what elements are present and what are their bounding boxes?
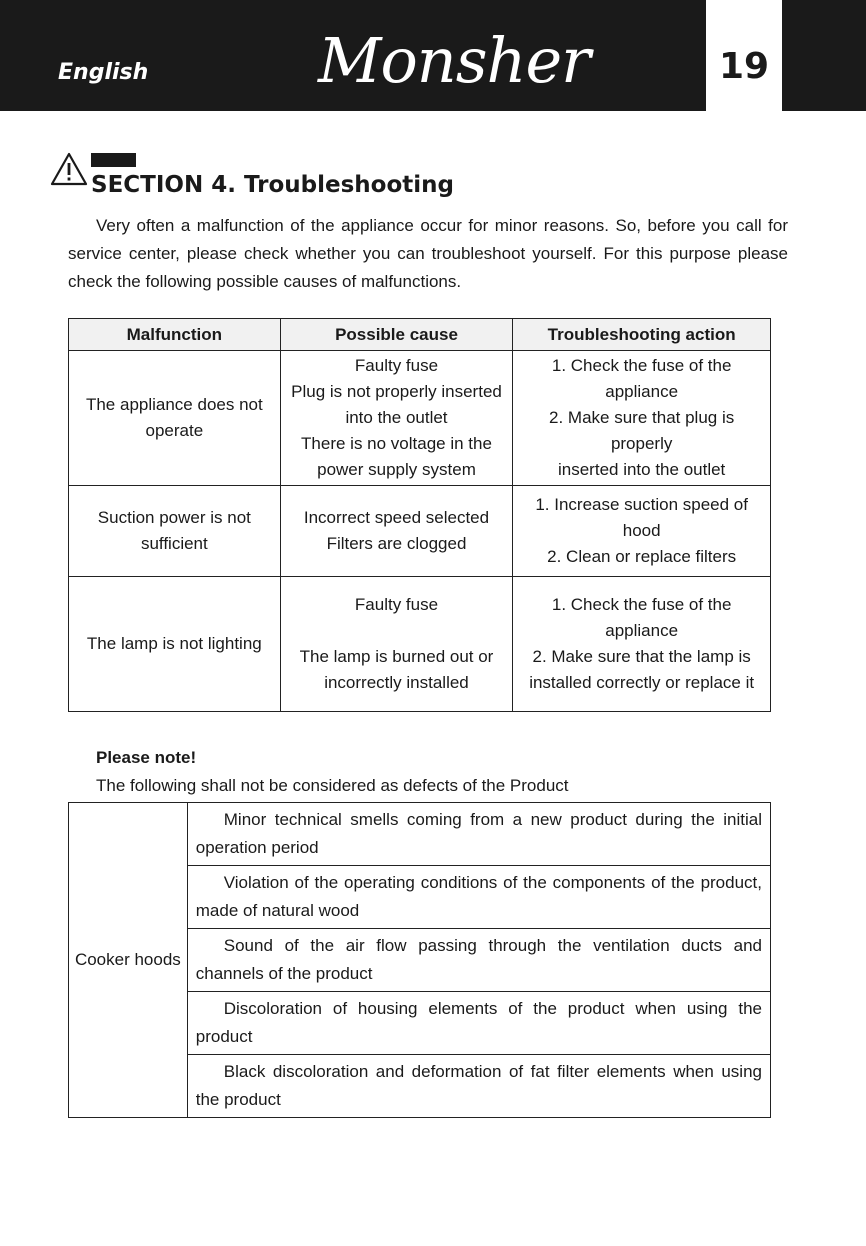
text-line: power supply system — [317, 460, 476, 479]
text-line: inserted into the outlet — [558, 460, 726, 479]
cause-cell — [280, 577, 513, 712]
malfunction-cell — [69, 577, 281, 712]
exclusion-item: Sound of the air flow passing through the ventilation ducts and channels of the product — [187, 929, 770, 992]
text-line: 2. Make sure that the lamp is — [532, 647, 751, 666]
text-line: Faulty fuse — [354, 595, 439, 614]
spacer — [285, 618, 509, 644]
text-line: 1. Check the fuse of the appliance — [551, 595, 732, 640]
category-cell: Cooker hoods — [69, 803, 188, 1118]
table-header-row — [69, 319, 771, 351]
text-line: 2. Make sure that plug is properly — [549, 408, 735, 453]
exclusion-item: Discoloration of housing elements of the product when using the product — [187, 992, 770, 1055]
text-line: There is no voltage in the — [301, 434, 492, 453]
text-line: operate — [145, 421, 204, 440]
header-bar-right — [782, 0, 866, 111]
table-row — [69, 351, 771, 486]
text-line: 2. Clean or replace filters — [547, 547, 737, 566]
note-title: Please note! — [96, 748, 197, 767]
text-line: 1. Increase suction speed of hood — [535, 495, 748, 540]
warning-icon — [50, 152, 88, 186]
table-row — [69, 577, 771, 712]
page-number: 19 — [718, 46, 770, 87]
text-line: sufficient — [140, 534, 208, 553]
malfunction-cell — [69, 351, 281, 486]
text-line: installed correctly or replace it — [529, 673, 755, 692]
exclusion-item: Minor technical smells coming from a new product during the initial operation period — [187, 803, 770, 866]
text-line: The appliance does not — [85, 395, 263, 414]
action-cell — [513, 486, 771, 577]
exclusion-item: Black discoloration and deformation of fat filter elements when using the product — [187, 1055, 770, 1118]
brand-logo: Monsher — [318, 24, 590, 97]
text-line: into the outlet — [345, 408, 448, 427]
header-possible-cause: Possible cause — [280, 319, 513, 351]
action-cell — [513, 577, 771, 712]
text-line: The lamp is not lighting — [86, 634, 262, 653]
exclusions-table — [68, 802, 771, 1118]
intro-paragraph: Very often a malfunction of the appliance occur for minor reasons. So, before you call for service center, please check whether you can troubleshoot yourself. For this purpose please check the following possible causes of malfunctions. — [68, 216, 788, 291]
text-line: 1. Check the fuse of the appliance — [551, 356, 732, 401]
section-bar — [91, 153, 136, 167]
table-row — [69, 803, 771, 866]
table-row — [69, 486, 771, 577]
header-troubleshooting-action: Troubleshooting action — [513, 319, 771, 351]
troubleshooting-table — [68, 318, 771, 712]
note-text: The following shall not be considered as defects of the Product — [96, 776, 569, 795]
cause-cell — [280, 486, 513, 577]
cause-cell — [280, 351, 513, 486]
text-line: Plug is not properly inserted — [291, 382, 502, 401]
header-malfunction: Malfunction — [69, 319, 281, 351]
action-cell — [513, 351, 771, 486]
text-line: Incorrect speed selected — [303, 508, 490, 527]
section-title: SECTION 4. Troubleshooting — [91, 172, 454, 198]
text-line: Filters are clogged — [326, 534, 467, 553]
header-language: English — [58, 60, 149, 85]
text-line: The lamp is burned out or — [299, 647, 494, 666]
exclusion-item: Violation of the operating conditions of the components of the product, made of natural wood — [187, 866, 770, 929]
text-line: Suction power is not — [97, 508, 251, 527]
text-line: incorrectly installed — [324, 673, 469, 692]
text-line: Faulty fuse — [354, 356, 439, 375]
malfunction-cell — [69, 486, 281, 577]
